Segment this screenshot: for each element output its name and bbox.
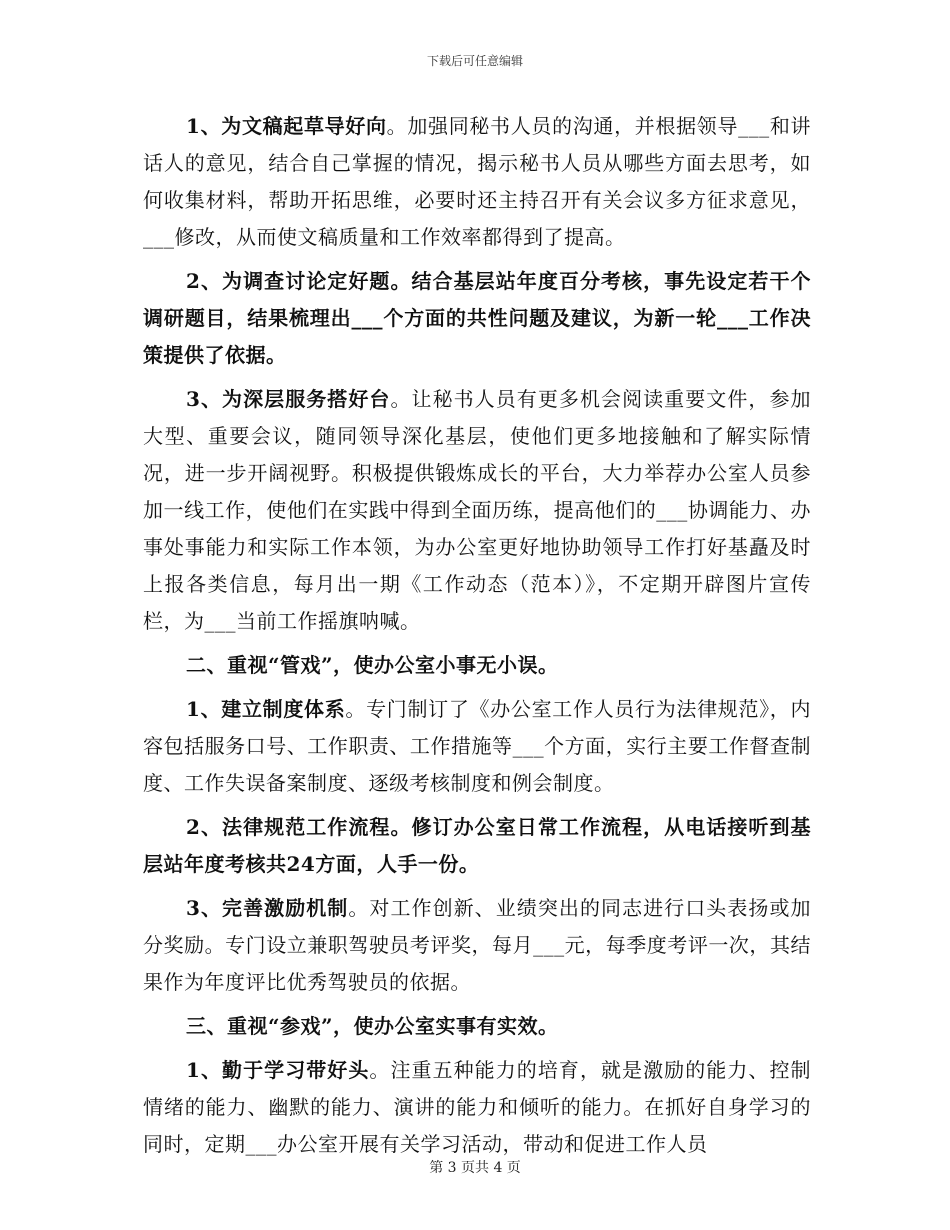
paragraph-2 (143, 263, 811, 374)
paragraph-text: 。专门制订了《办公室工作人员行为法律规范》，内容包括服务口号、工作职责、工作措施等___个方面，实行主要工作督查制度、工作失误备案制度、逐级考核制度和例会制度。 (143, 697, 811, 795)
paragraph-text: 2、为调查讨论定好题。结合基层站年度百分考核，事先设定若干个调研题目，结果梳理出___个方面的共性问题及建议，为新一轮___工作决策提供了依据。 (143, 269, 811, 367)
paragraph-7 (143, 1052, 811, 1163)
page-header-note: 下载后可任意编辑 (426, 54, 523, 68)
paragraph-text: 。对工作创新、业绩突出的同志进行口头表扬或加分奖励。专门设立兼职驾驶员考评奖，每月___元，每季度考评一次，其结果作为年度评比优秀驾驶员的依据。 (143, 896, 812, 994)
paragraph-lead: 1、为文稿起草导好向 (186, 114, 387, 138)
paragraph-6 (143, 890, 811, 1001)
paragraph-lead: 1、勤于学习带好头 (186, 1058, 370, 1082)
section-heading-3 (143, 1008, 811, 1045)
paragraph-text: 。让秘书人员有更多机会阅读重要文件，参加大型、重要会议，随同领导深化基层，使他们更多地接触和了解实际情况，进一步开阔视野。积极提供锻炼成长的平台，大力举荐办公室人员参加一线工作，使他们在实践中得到全面历练，提高他们的___协调能力、办事处事能力和实际工作本领，为办公室更好地协助领导工作打好基矗及时上报各类信息，每月出一期《工作动态（范本）》，不定期开辟图片宣传栏，为___当前工作摇旗呐喊。 (143, 387, 812, 633)
heading-text: 三、重视“参戏”，使办公室实事有实效。 (186, 1014, 559, 1038)
paragraph-3 (143, 381, 811, 640)
paragraph-lead: 3、完善激励机制 (186, 896, 349, 920)
paragraph-5 (143, 809, 811, 883)
paragraph-lead: 1、建立制度体系 (186, 697, 346, 721)
heading-text: 二、重视“管戏”，使办公室小事无小误。 (186, 653, 559, 677)
paragraph-text: 。注重五种能力的培育，就是激励的能力、控制情绪的能力、幽默的能力、演讲的能力和倾听的能力。在抓好自身学习的同时，定期___办公室开展有关学习活动，带动和促进工作人员 (143, 1058, 811, 1156)
paragraph-text: 。加强同秘书人员的沟通，并根据领导___和讲话人的意见，结合自己掌握的情况，揭示秘书人员从哪些方面去思考，如何收集材料，帮助开拓思维，必要时还主持召开有关会议多方征求意见，___修改，从而使文稿质量和工作效率都得到了提高。 (143, 114, 811, 249)
paragraph-4 (143, 691, 811, 802)
document-body (143, 108, 811, 1170)
paragraph-1 (143, 108, 811, 256)
paragraph-lead: 3、为深层服务搭好台 (186, 387, 391, 411)
paragraph-text: 2、法律规范工作流程。修订办公室日常工作流程，从电话接听到基层站年度考核共24方面，人手一份。 (143, 815, 811, 876)
page-number: 第 3 页共 4 页 (429, 1160, 521, 1176)
section-heading-2 (143, 647, 811, 684)
